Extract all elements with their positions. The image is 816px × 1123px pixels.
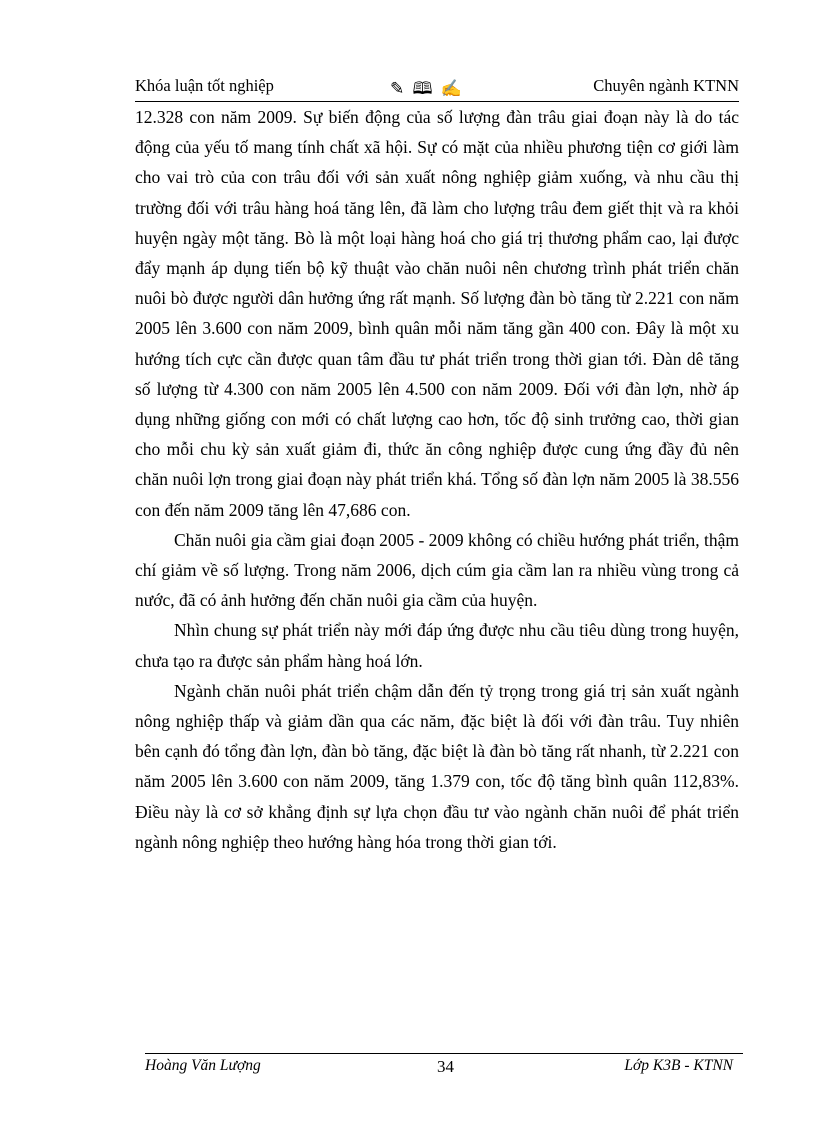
document-body <box>135 102 739 857</box>
paragraph-continued: 12.328 con năm 2009. Sự biến động của số lượng đàn trâu giai đoạn này là do tác động của yếu tố mang tính chất xã hội. Sự có mặt của nhiều phương tiện cơ giới làm cho vai trò của con trâu đối với sản xuất nông nghiệp giảm xuống, và nhu cầu thị trường đối với trâu hàng hoá tăng lên, đã làm cho lượng trâu đem giết thịt và ra khỏi huyện ngày một tăng. Bò là một loại hàng hoá cho giá trị thương phẩm cao, lại được đẩy mạnh áp dụng tiến bộ kỹ thuật vào chăn nuôi nên chương trình phát triển chăn nuôi bò được người dân hưởng ứng rất mạnh. Số lượng đàn bò tăng từ 2.221 con năm 2005 lên 3.600 con năm 2009, bình quân mỗi năm tăng gần 400 con. Đây là một xu hướng tích cực cần được quan tâm đầu tư phát triển trong thời gian tới. Đàn dê tăng số lượng từ 4.300 con năm 2005 lên 4.500 con năm 2009. Đối với đàn lợn, nhờ áp dụng những giống con mới có chất lượng cao hơn, tốc độ sinh trưởng cao, thời gian cho mỗi chu kỳ sản xuất giảm đi, thức ăn công nghiệp được cung ứng đầy đủ nên chăn nuôi lợn trong giai đoạn này phát triển khá. Tổng số đàn lợn năm 2005 là 38.556 con đến năm 2009 tăng lên 47,686 con. <box>135 107 739 520</box>
header-ornament-icon: ✎ 🕮 ✍ <box>390 79 464 98</box>
paragraph: Chăn nuôi gia cầm giai đoạn 2005 - 2009 không có chiều hướng phát triển, thậm chí giảm về số lượng. Trong năm 2006, dịch cúm gia cầm lan ra nhiều vùng trong cả nước, đã có ảnh hưởng đến chăn nuôi gia cầm của huyện. <box>135 529 740 611</box>
footer-divider <box>145 1053 743 1054</box>
footer-class: Lớp K3B - KTNN <box>624 1057 733 1074</box>
page-header <box>135 76 739 98</box>
footer-author: Hoàng Văn Lượng <box>145 1057 261 1074</box>
page-footer <box>145 1057 733 1079</box>
header-right-text: Chuyên ngành KTNN <box>593 76 739 95</box>
paragraph: Ngành chăn nuôi phát triển chậm dẫn đến tỷ trọng trong giá trị sản xuất ngành nông nghiệp thấp và giảm dần qua các năm, đặc biệt là đối với đàn trâu. Tuy nhiên bên cạnh đó tổng đàn lợn, đàn bò tăng, đặc biệt là đàn bò tăng rất nhanh, từ 2.221 con năm 2005 lên 3.600 con năm 2009, tăng 1.379 con, tốc độ tăng bình quân 112,83%. Điều này là cơ sở khẳng định sự lựa chọn đầu tư vào ngành chăn nuôi để phát triển ngành nông nghiệp theo hướng hàng hóa trong thời gian tới. <box>135 680 739 852</box>
header-left-text: Khóa luận tốt nghiệp <box>135 76 274 95</box>
paragraph: Nhìn chung sự phát triển này mới đáp ứng được nhu cầu tiêu dùng trong huyện, chưa tạo ra được sản phẩm hàng hoá lớn. <box>135 620 739 671</box>
page-number: 34 <box>437 1057 454 1076</box>
